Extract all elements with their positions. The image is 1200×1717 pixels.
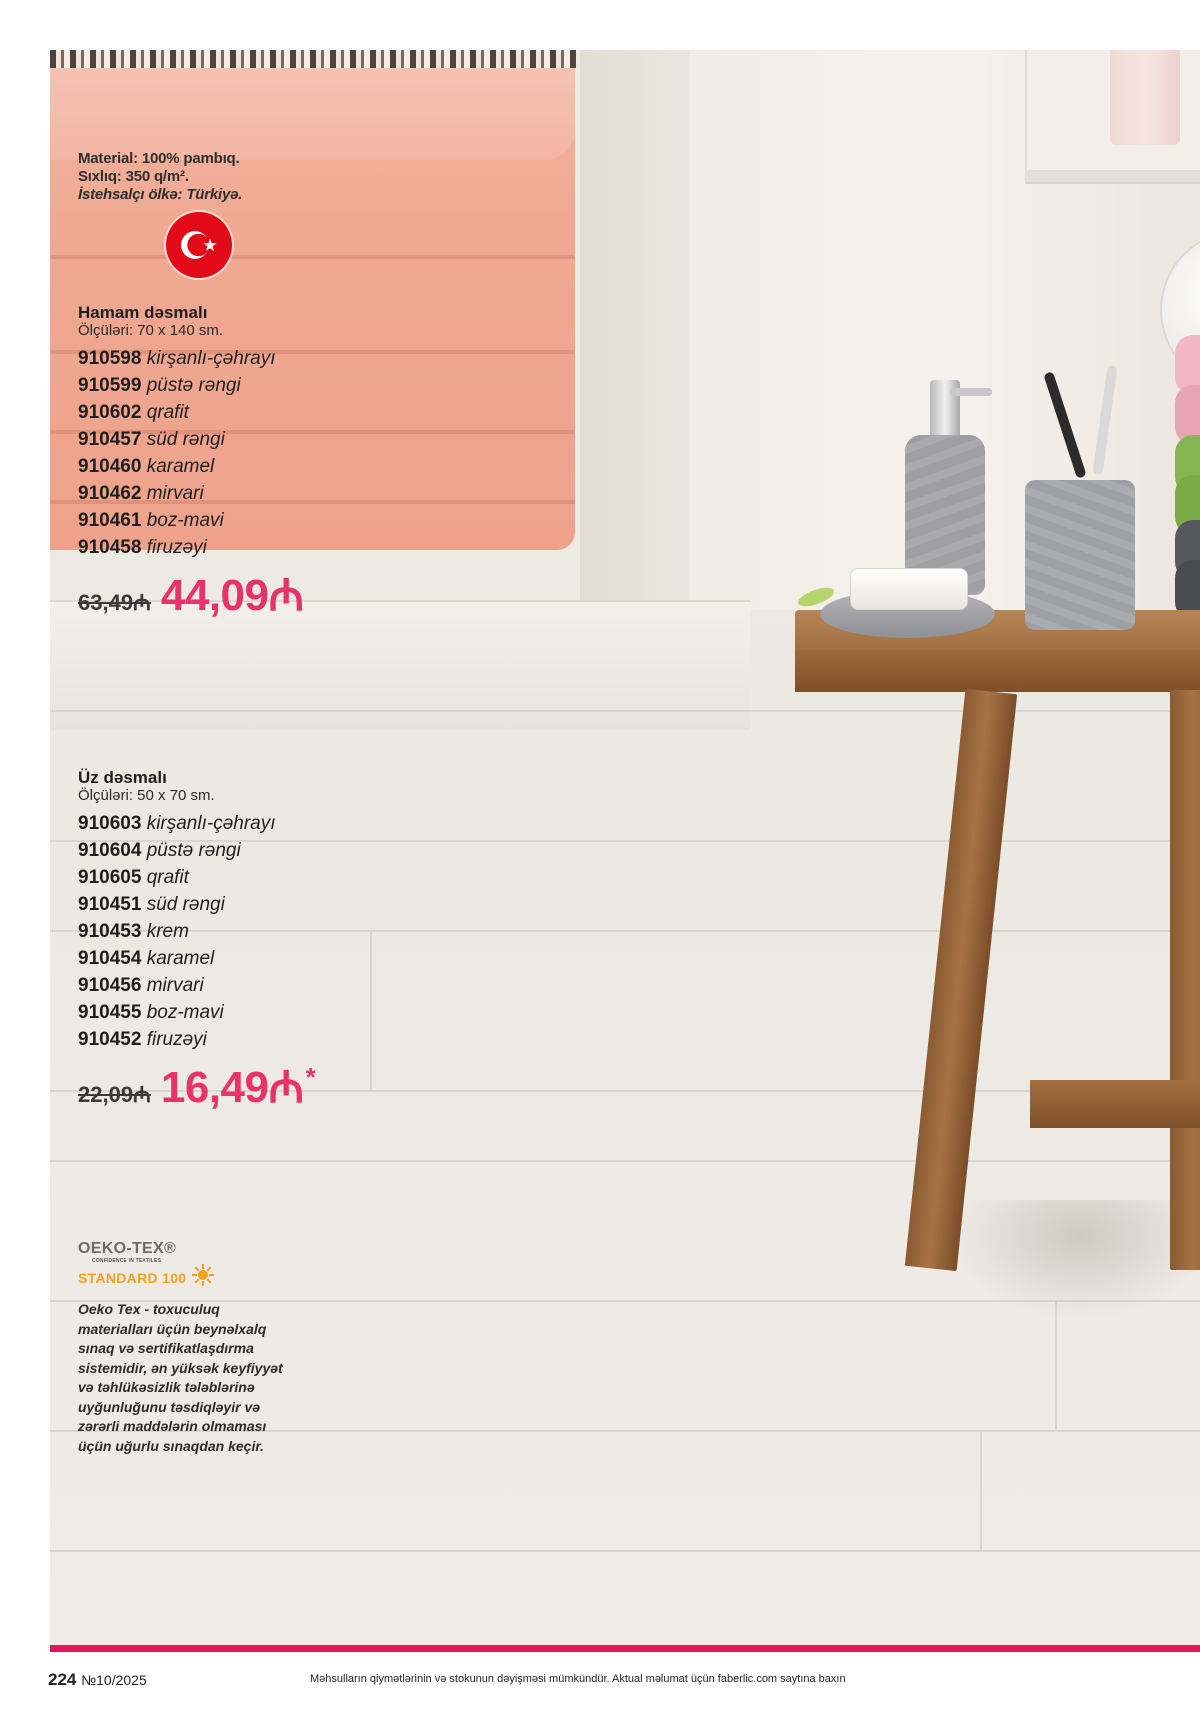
new-price: 44,09₼: [160, 571, 304, 620]
variant-list: [78, 810, 316, 1053]
variant-item: 910451 süd rəngi: [78, 894, 225, 915]
old-price: 63,49₼: [78, 590, 151, 615]
soap-bar: [850, 568, 968, 610]
oeko-tex-description: Oeko Tex - toxuculuq materialları üçün beynəlxalq sınaq və sertifikatlaşdırma sistemidir, ən yüksək keyfiyyət və təhlükəsizlik tələblərinə uyğunluğunu təsdiqləyir və zərərli maddələrin olmaması üçün uğurlu sınaqdan keçir.: [78, 1301, 283, 1454]
sun-badge-icon: [192, 1264, 214, 1291]
floor-tile-line: [50, 1550, 1200, 1552]
variant-item: 910603 kirşanlı-çəhrayı: [78, 813, 276, 834]
product-size: Ölçüləri: 70 x 140 sm.: [78, 322, 224, 339]
product-title: Üz dəsmalı: [78, 768, 167, 787]
bath-towel-block: [78, 303, 304, 623]
variant-item: 910461 boz-mavi: [78, 510, 224, 531]
page-number: 224: [48, 1670, 77, 1689]
turkey-flag-icon: [166, 212, 232, 278]
density-spec: Sıxlıq: 350 q/m².: [78, 168, 189, 185]
product-size: Ölçüləri: 50 x 70 sm.: [78, 787, 215, 804]
new-price: 16,49₼: [160, 1063, 304, 1112]
variant-item: 910602 qrafit: [78, 402, 189, 423]
variant-item: 910456 mirvari: [78, 975, 204, 996]
variant-item: 910462 mirvari: [78, 483, 204, 504]
variant-item: 910454 karamel: [78, 948, 215, 969]
variant-item: 910452 firuzəyi: [78, 1029, 207, 1050]
variant-item: 910604 püstə rəngi: [78, 840, 241, 861]
variant-item: 910599 püstə rəngi: [78, 375, 241, 396]
product-title: Hamam dəsmalı: [78, 303, 208, 322]
old-price: 22,09₼: [78, 1082, 151, 1107]
footer-disclaimer: Məhsulların qiymətlərinin və stokunun dəyişməsi mümkündür. Aktual məlumat üçün faberlic.com saytına baxın: [310, 1673, 846, 1685]
issue-number: №10/2025: [81, 1672, 147, 1688]
variant-list: [78, 345, 304, 561]
variant-item: 910457 süd rəngi: [78, 429, 225, 450]
variant-item: 910460 karamel: [78, 456, 215, 477]
wall-shelf: [1025, 170, 1200, 184]
shelf-jar: [1110, 50, 1180, 145]
variant-item: 910453 krem: [78, 921, 189, 942]
toothbrush-cup: [1025, 480, 1135, 630]
variant-item: 910455 boz-mavi: [78, 1002, 224, 1023]
stool-leg: [1170, 690, 1200, 1270]
face-towel-block: [78, 768, 316, 1115]
stool-brace: [1030, 1080, 1200, 1128]
towel-specs: [78, 150, 242, 204]
page-footer: [48, 1670, 147, 1690]
oeko-tex-name: OEKO-TEX®: [78, 1240, 177, 1257]
floor-tile-line: [50, 1160, 1200, 1162]
variant-item: 910605 qrafit: [78, 867, 189, 888]
variant-item: 910458 firuzəyi: [78, 537, 207, 558]
floor-tile-line: [50, 710, 1200, 712]
variant-item: 910598 kirşanlı-çəhrayı: [78, 348, 276, 369]
oeko-tex-standard: STANDARD 100: [78, 1269, 187, 1286]
price-row: [78, 563, 304, 623]
oeko-tex-logo: [78, 1240, 258, 1291]
footer-divider: [50, 1645, 1200, 1652]
floor-tile-joint: [980, 1430, 982, 1550]
material-spec: Material: 100% pambıq.: [78, 150, 240, 167]
price-footnote-mark: *: [305, 1062, 316, 1092]
origin-spec: İstehsalçı ölkə: Türkiyə.: [78, 186, 243, 203]
patterned-rug-edge: [50, 50, 580, 68]
stool-leg: [905, 689, 1017, 1271]
floor-tile-joint: [370, 930, 372, 1090]
price-row: [78, 1055, 316, 1115]
wall-corner: [580, 50, 690, 670]
oeko-tex-tagline: CONFIDENCE IN TEXTILES: [92, 1258, 162, 1264]
